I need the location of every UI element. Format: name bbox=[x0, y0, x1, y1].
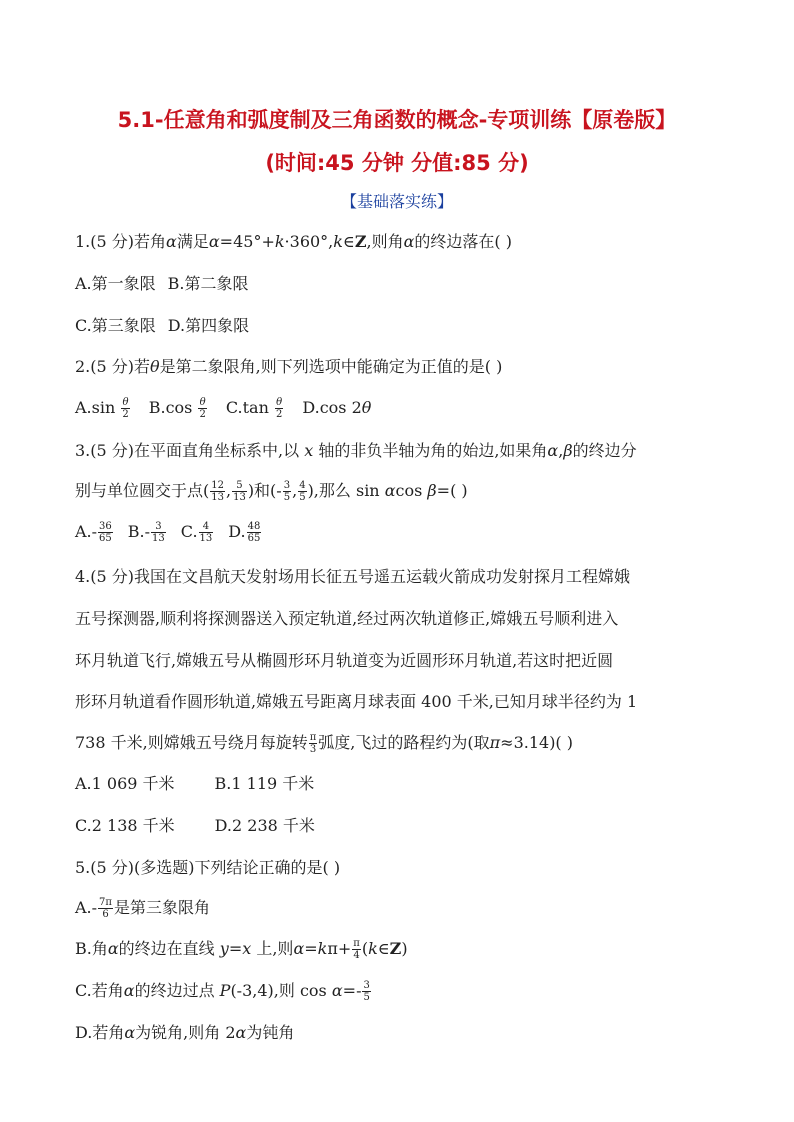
option-c: C.2 138 千米 bbox=[75, 816, 175, 835]
option-d: D.2 238 千米 bbox=[214, 816, 315, 835]
option-d: D.第四象限 bbox=[167, 316, 250, 335]
option-a: A.1 069 千米 bbox=[75, 774, 175, 793]
option-d: D. $\frac{48}{65}$ bbox=[228, 521, 261, 544]
option-c: C.第三象限 bbox=[75, 316, 156, 335]
question-4-stem-line5: 738 千米,则嫦娥五号绕月每旋转 $\frac{\pi}{3}$ 弧度,飞过的路程约为(取π≈3.14)( ) bbox=[75, 732, 573, 755]
question-1-stem: 1.(5 分)若角α满足α=45°+k·360°,k∈Z,则角α的终边落在( ) bbox=[75, 232, 512, 251]
question-4-stem-line3: 环月轨道飞行,嫦娥五号从椭圆形环月轨道变为近圆形环月轨道,若这时把近圆 bbox=[75, 651, 614, 670]
section-heading: 【基础落实练】 bbox=[340, 192, 453, 211]
question-5-option-b: B.角α的终边在直线 y=x 上,则α=kπ+ $\frac{\pi}{4}$ (k∈Z) bbox=[75, 938, 408, 961]
question-4-stem-line4: 形环月轨道看作圆形轨道,嫦娥五号距离月球表面 400 千米,已知月球半径约为 1 bbox=[75, 692, 638, 711]
option-b: B.cos $\frac{\theta}{2}$ bbox=[148, 397, 206, 420]
question-3-options bbox=[75, 521, 262, 544]
question-3-stem-line2: 别与单位圆交于点( $\frac{12}{13}$ , $\frac{5}{13}$ )和(- $\frac{3}{5}$ , $\frac{4}{5}$ ),那么 sin αcos β=( ) bbox=[75, 480, 468, 503]
option-b: B.第二象限 bbox=[167, 274, 249, 293]
option-c: C.tan $\frac{\theta}{2}$ bbox=[225, 397, 283, 420]
option-a: A.第一象限 bbox=[75, 274, 156, 293]
option-a: A.- $\frac{36}{65}$ bbox=[75, 521, 112, 544]
option-c: C. $\frac{4}{13}$ bbox=[180, 521, 213, 544]
page-title: 5.1-任意角和弧度制及三角函数的概念-专项训练【原卷版】 bbox=[117, 108, 677, 132]
question-4-stem-line1: 4.(5 分)我国在文昌航天发射场用长征五号遥五运载火箭成功发射探月工程嫦娥 bbox=[75, 567, 631, 586]
question-5-option-c: C.若角α的终边过点 P(-3,4),则 cos α=- $\frac{3}{5}$ bbox=[75, 980, 370, 1003]
option-a: A.sin $\frac{\theta}{2}$ bbox=[75, 397, 129, 420]
question-5-stem: 5.(5 分)(多选题)下列结论正确的是( ) bbox=[75, 858, 341, 877]
question-4-options-row1 bbox=[75, 773, 314, 795]
option-b: B.- $\frac{3}{13}$ bbox=[127, 521, 165, 544]
question-1-options-row2 bbox=[75, 315, 249, 337]
question-1-options-row1 bbox=[75, 273, 249, 295]
question-4-options-row2 bbox=[75, 815, 315, 837]
question-2-options bbox=[75, 397, 371, 420]
question-3-stem-line1: 3.(5 分)在平面直角坐标系中,以 x 轴的非负半轴为角的始边,如果角α,β的终边分 bbox=[75, 441, 637, 460]
page-subtitle: (时间:45 分钟 分值:85 分) bbox=[265, 151, 529, 175]
question-4-stem-line2: 五号探测器,顺利将探测器送入预定轨道,经过两次轨道修正,嫦娥五号顺利进入 bbox=[75, 609, 619, 628]
option-b: B.1 119 千米 bbox=[214, 774, 315, 793]
question-2-stem: 2.(5 分)若θ是第二象限角,则下列选项中能确定为正值的是( ) bbox=[75, 357, 503, 376]
option-d: D.cos 2θ bbox=[302, 398, 372, 417]
question-5-option-d: D.若角α为锐角,则角 2α为钝角 bbox=[75, 1023, 295, 1042]
question-5-option-a: A.- $\frac{7\pi}{6}$ 是第三象限角 bbox=[75, 897, 210, 920]
